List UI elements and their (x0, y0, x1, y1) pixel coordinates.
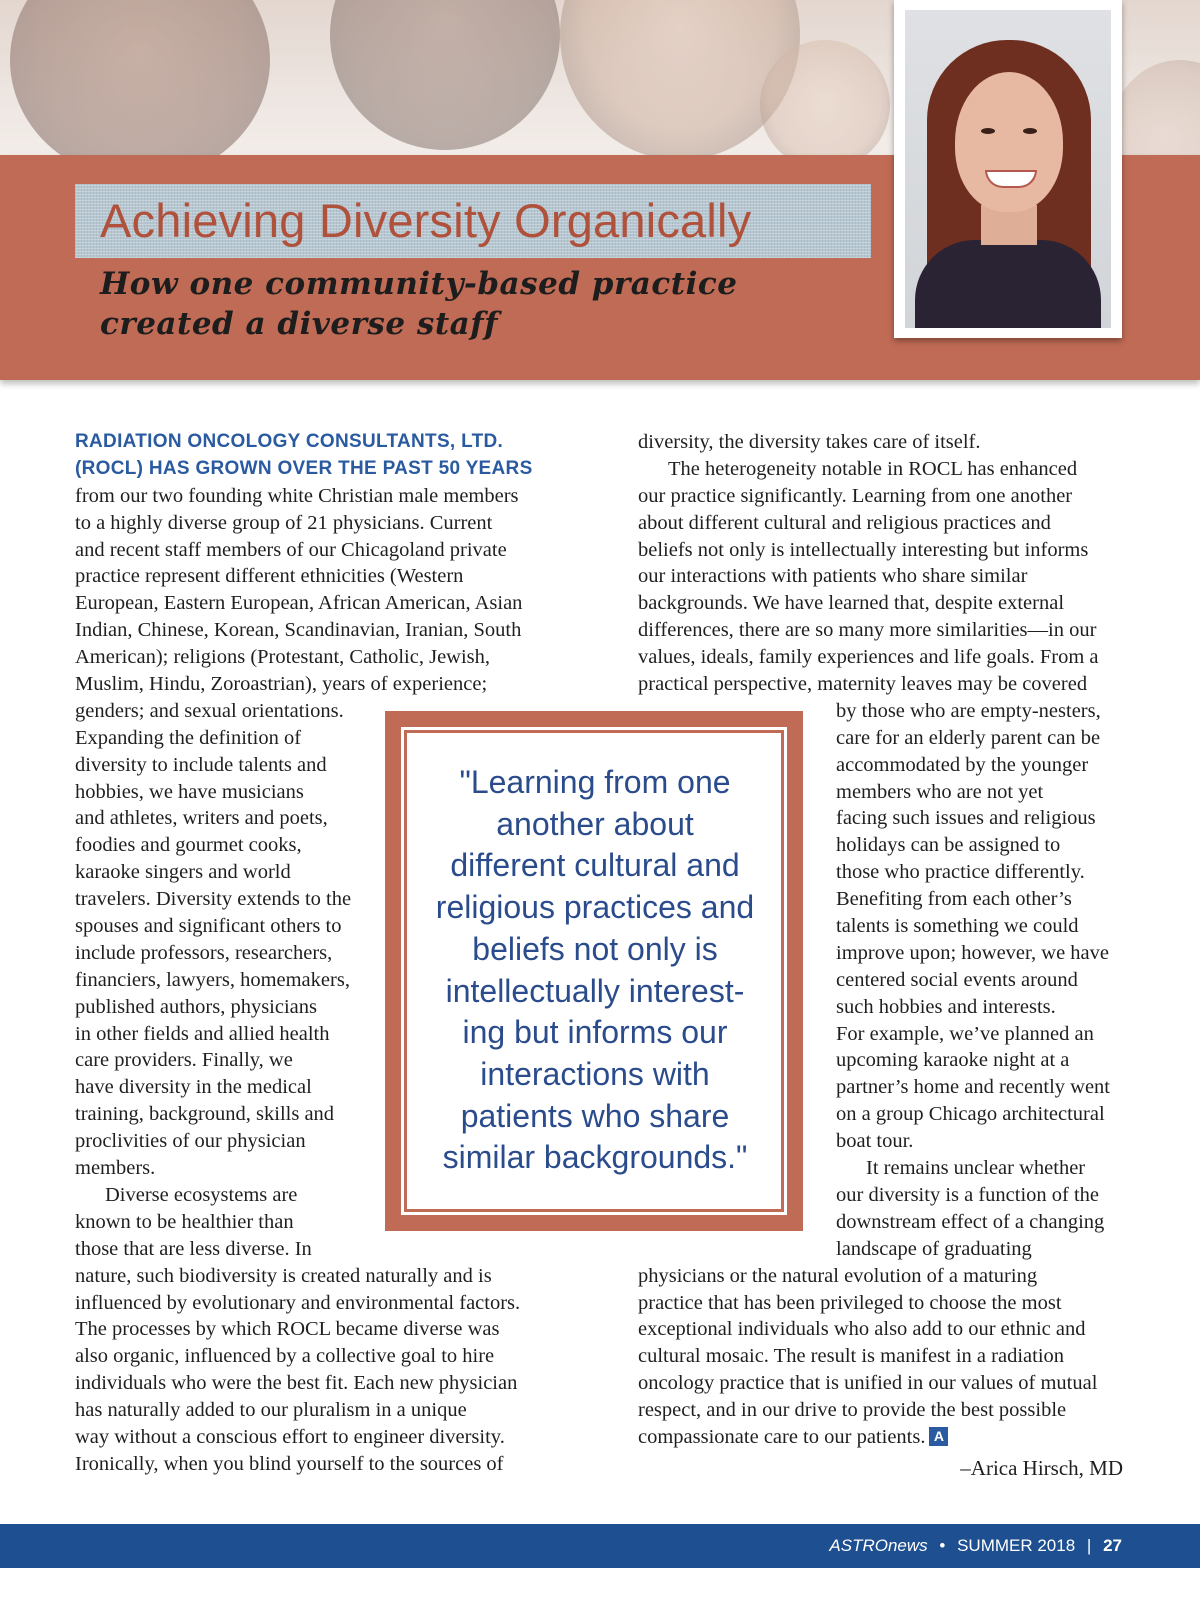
article-text-line: care providers. Finally, we (75, 1049, 293, 1072)
article-text-line: European, Eastern European, African American, Asian (75, 592, 523, 615)
article-text-line: exceptional individuals who also add to our ethnic and (638, 1318, 1086, 1341)
article-text-line (638, 1424, 1110, 1451)
article-text-line: values, ideals, family experiences and life goals. From a (638, 646, 1099, 669)
article-text-line: beliefs not only is intellectually interesting but informs (638, 538, 1089, 561)
article-text-line: holidays can be assigned to (836, 834, 1061, 857)
pull-quote-line: religious practices and (435, 889, 755, 926)
article-text-line: those who practice differently. (836, 861, 1085, 884)
pull-quote-line: another about (496, 805, 694, 842)
article-text-line: in other fields and allied health (75, 1022, 330, 1045)
article-text-line: backgrounds. We have learned that, despite external (638, 592, 1065, 615)
article-text-line: our interactions with patients who share similar (638, 565, 1028, 588)
article-text-line: partner’s home and recently went (836, 1076, 1110, 1099)
article-text-line: Diverse ecosystems are (105, 1183, 298, 1206)
article-text-line: The processes by which ROCL became diverse was (75, 1318, 500, 1341)
author-signature: –Arica Hirsch, MD (960, 1456, 1123, 1480)
article-text-line: known to be healthier than (75, 1210, 294, 1233)
article-text-line: Benefiting from each other’s (836, 888, 1072, 911)
article-text-line: have diversity in the medical (75, 1076, 312, 1099)
article-text-end: compassionate care to our patients. (638, 1425, 926, 1448)
article-text-line: diversity, the diversity takes care of itself. (638, 431, 981, 453)
article-text-line: boat tour. (836, 1130, 914, 1153)
article-text-line: by those who are empty-nesters, (836, 699, 1101, 722)
footer-text (829, 1536, 1122, 1556)
article-text-line: practice represent different ethnicities (Western (75, 565, 464, 588)
article-text-line: The heterogeneity notable in ROCL has enhanced (668, 457, 1078, 480)
article-text-line: practical perspective, maternity leaves may be covered (638, 673, 1088, 696)
article-text-line: downstream effect of a changing (836, 1210, 1105, 1233)
article-text-line: diversity to include talents and (75, 753, 327, 776)
author-photo (905, 10, 1111, 328)
article-text-line: improve upon; however, we have (836, 941, 1109, 964)
article-text-line: on a group Chicago architectural (836, 1103, 1105, 1126)
article-text-line: those that are less diverse. In (75, 1237, 312, 1260)
article-text-line: physicians or the natural evolution of a maturing (638, 1264, 1038, 1287)
article-text-line: and athletes, writers and poets, (75, 807, 328, 830)
article-text-line: American); religions (Protestant, Catholic, Jewish, (75, 646, 491, 669)
pull-quote-line: ing but informs our (462, 1014, 728, 1051)
article-text-line: Muslim, Hindu, Zoroastrian), years of experience; (75, 673, 488, 696)
article-text-line: talents is something we could (836, 915, 1079, 938)
article-text-line: care for an elderly parent can be (836, 726, 1101, 749)
article-text-line: facing such issues and religious (836, 807, 1096, 830)
article-text-line: nature, such biodiversity is created naturally and is (75, 1264, 492, 1287)
pull-quote-line: interactions with (480, 1055, 710, 1092)
photo-clothing (915, 240, 1101, 328)
article-text-line: centered social events around (836, 968, 1078, 991)
pull-quote-line: beliefs not only is (472, 930, 718, 967)
footer-magazine-name: ASTROnews (829, 1536, 928, 1555)
article-text-line: cultural mosaic. The result is manifest in a radiation (638, 1345, 1065, 1368)
article-text-line: financiers, lawyers, homemakers, (75, 968, 350, 991)
article-text-line: karaoke singers and world (75, 861, 291, 884)
photo-eye (981, 128, 995, 134)
footer-separator: | (1086, 1536, 1092, 1555)
article-text-line: proclivities of our physician (75, 1130, 306, 1153)
article-text-line: include professors, researchers, (75, 941, 333, 964)
article-text-line: way without a conscious effort to engineer diversity. (75, 1425, 505, 1448)
photo-face (955, 72, 1063, 212)
pull-quote-line: intellectually interest- (445, 972, 745, 1009)
article-text-line: oncology practice that is unified in our values of mutual (638, 1372, 1098, 1395)
article-text-line: It remains unclear whether (866, 1157, 1086, 1180)
article-text-line: and recent staff members of our Chicagoland private (75, 538, 507, 561)
article-text-line: Ironically, when you blind yourself to the sources of (75, 1452, 504, 1475)
article-text-line: about different cultural and religious practices and (638, 511, 1051, 534)
article-text-line: upcoming karaoke night at a (836, 1049, 1070, 1072)
article-title: Achieving Diversity Organically (100, 194, 752, 247)
article-text-line: respect, and in our drive to provide the best possible (638, 1399, 1067, 1422)
footer-bullet: • (939, 1536, 946, 1555)
article-text-line: landscape of graduating (836, 1237, 1032, 1260)
footer-issue: SUMMER 2018 (957, 1536, 1076, 1555)
article-text-line: RADIATION ONCOLOGY CONSULTANTS, LTD. (75, 431, 504, 452)
article-text-line: hobbies, we have musicians (75, 780, 304, 803)
article-text-line: travelers. Diversity extends to the (75, 888, 352, 911)
article-text-line: influenced by evolutionary and environmental factors. (75, 1291, 521, 1314)
pull-quote-text (410, 762, 780, 1179)
article-text-line: from our two founding white Christian male members (75, 484, 519, 507)
end-mark-icon: A (929, 1427, 948, 1446)
article-text-line: our practice significantly. Learning from one another (638, 484, 1073, 507)
pull-quote-line: patients who share (460, 1097, 730, 1134)
pull-quote-line: similar backgrounds." (442, 1139, 748, 1176)
article-text-line: (ROCL) HAS GROWN OVER THE PAST 50 YEARS (75, 457, 533, 479)
article-text-line: differences, there are so many more similarities—in our (638, 619, 1097, 642)
article-text-line: Expanding the definition of (75, 726, 302, 749)
article-text-line: also organic, influenced by a collective goal to hire (75, 1345, 495, 1368)
article-text-line: such hobbies and interests. (836, 995, 1056, 1018)
pull-quote-line: "Learning from one (459, 764, 731, 800)
article-text-line: training, background, skills and (75, 1103, 335, 1126)
article-text-line: For example, we’ve planned an (836, 1022, 1094, 1045)
article-text-line: foodies and gourmet cooks, (75, 834, 302, 857)
article-text-line: published authors, physicians (75, 995, 317, 1018)
article-text-line: Indian, Chinese, Korean, Scandinavian, Iranian, South (75, 619, 522, 642)
pull-quote-line: different cultural and (450, 847, 740, 884)
article-text-line: our diversity is a function of the (836, 1183, 1100, 1206)
article-text-line: individuals who were the best fit. Each new physician (75, 1372, 518, 1395)
photo-eye (1023, 128, 1037, 134)
article-subtitle (100, 264, 840, 344)
subtitle-line: created a diverse staff (100, 306, 498, 342)
article-text-line: members who are not yet (836, 780, 1044, 803)
article-text-line: accommodated by the younger (836, 753, 1089, 776)
article-text-line: has naturally added to our pluralism in a unique (75, 1399, 467, 1422)
article-text-line: practice that has been privileged to choose the most (638, 1291, 1062, 1314)
page-footer (0, 1524, 1200, 1568)
subtitle-line: How one community-based practice (100, 266, 738, 302)
article-text-line: to a highly diverse group of 21 physicians. Current (75, 511, 493, 534)
article-text-line: spouses and significant others to (75, 915, 342, 938)
article-text-line: members. (75, 1157, 156, 1180)
page-number: 27 (1103, 1536, 1122, 1555)
article-text-line: genders; and sexual orientations. (75, 699, 344, 722)
